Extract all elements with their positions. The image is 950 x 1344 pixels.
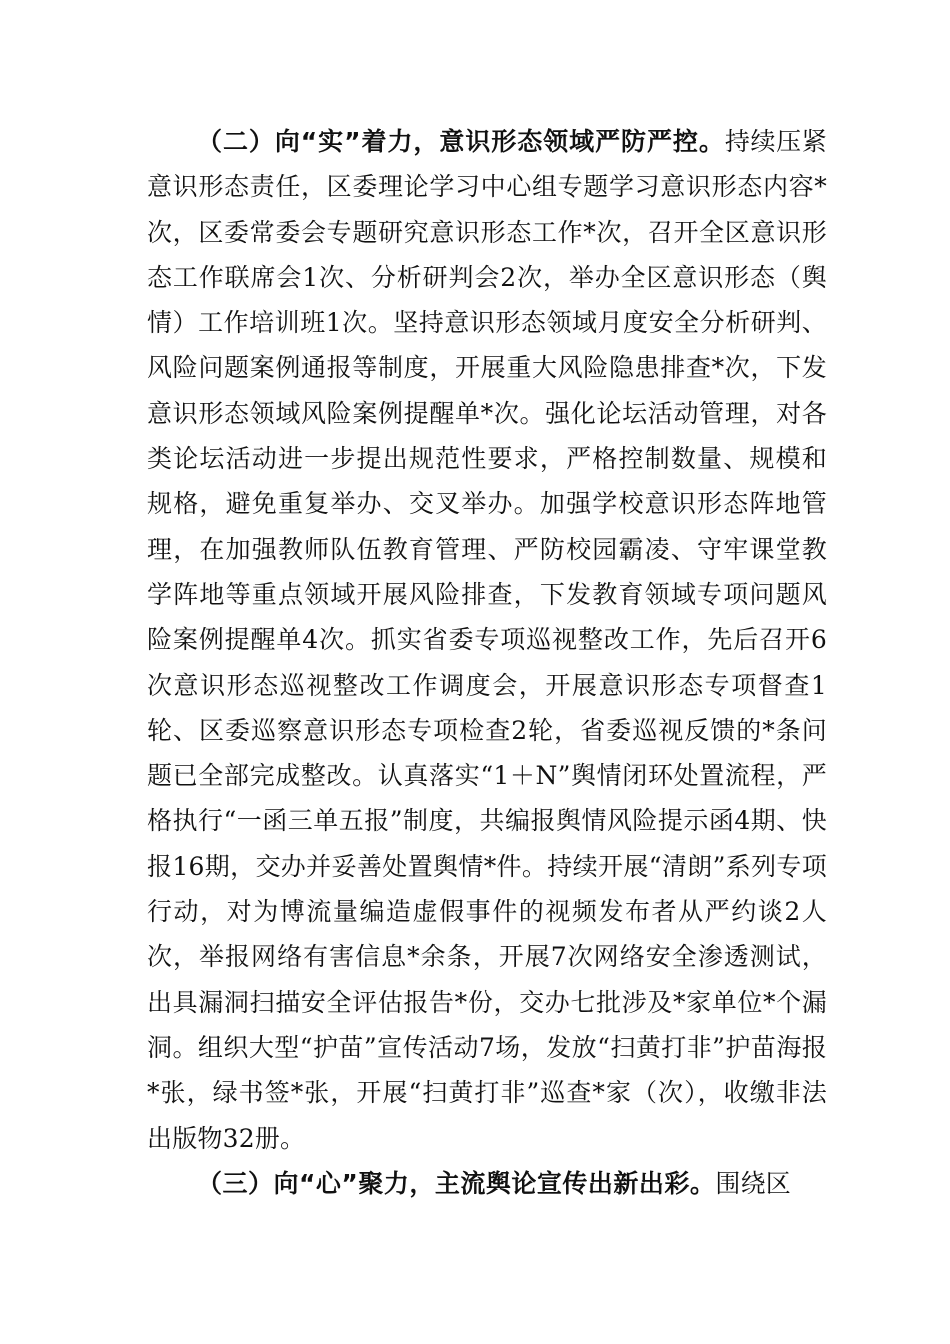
- section-heading-three: （三）向“心”聚力，主流舆论宣传出新出彩。: [197, 1168, 716, 1198]
- section-body-two: 持续压紧意识形态责任，区委理论学习中心组专题学习意识形态内容*次，区委常委会专题研究意识形态工作*次，召开全区意识形态工作联席会1次、分析研判会2次，举办全区意识形态（舆情）工作培训班1次。坚持意识形态领域月度安全分析研判、风险问题案例通报等制度，开展重大风险隐患排查*次，下发意识形态领域风险案例提醒单*次。强化论坛活动管理，对各类论坛活动进一步提出规范性要求，严格控制数量、规模和规格，避免重复举办、交叉举办。加强学校意识形态阵地管理，在加强教师队伍教育管理、严防校园霸凌、守牢课堂教学阵地等重点领域开展风险排查，下发教育领域专项问题风险案例提醒单4次。抓实省委专项巡视整改工作，先后召开6次意识形态巡视整改工作调度会，开展意识形态专项督查1轮、区委巡察意识形态专项检查2轮，省委巡视反馈的*条问题已全部完成整改。认真落实“1＋N”舆情闭环处置流程，严格执行“一函三单五报”制度，共编报舆情风险提示函4期、快报16期，交办并妥善处置舆情*件。持续开展“清朗”系列专项行动，对为博流量编造虚假事件的视频发布者从严约谈2人次，举报网络有害信息*余条，开展7次网络安全渗透测试，出具漏洞扫描安全评估报告*份，交办七批涉及*家单位*个漏洞。组织大型“护苗”宣传活动7场，发放“扫黄打非”护苗海报*张，绿书签*张，开展“扫黄打非”巡查*家（次），收缴非法出版物32册。: [147, 127, 827, 1153]
- section-heading-two: （二）向“实”着力，意识形态领域严防严控。: [197, 127, 725, 156]
- paragraph-section-two: [147, 119, 827, 1161]
- document-body: [147, 119, 827, 1206]
- section-body-three: 围绕区: [715, 1168, 791, 1198]
- paragraph-section-three: [147, 1161, 827, 1206]
